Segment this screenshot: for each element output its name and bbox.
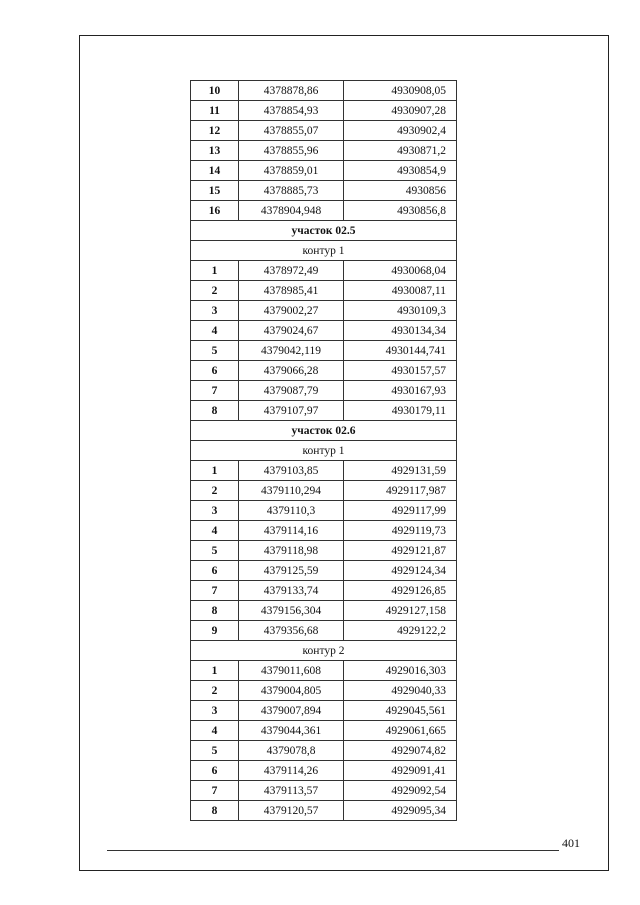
y-coordinate-cell: 4930087,11: [344, 281, 457, 301]
x-coordinate-cell: 4379004,805: [239, 681, 344, 701]
table-row: [191, 701, 457, 721]
table-row: [191, 761, 457, 781]
y-coordinate-cell: 4930068,04: [344, 261, 457, 281]
section-title: участок 02.6: [191, 421, 457, 441]
point-number-cell: 4: [191, 321, 239, 341]
x-coordinate-cell: 4379103,85: [239, 461, 344, 481]
table-row: [191, 341, 457, 361]
x-coordinate-cell: 4379007,894: [239, 701, 344, 721]
x-coordinate-cell: 4379002,27: [239, 301, 344, 321]
point-number-cell: 16: [191, 201, 239, 221]
point-number-cell: 3: [191, 501, 239, 521]
y-coordinate-cell: 4929121,87: [344, 541, 457, 561]
table-row: [191, 301, 457, 321]
point-number-cell: 7: [191, 581, 239, 601]
y-coordinate-cell: 4929092,54: [344, 781, 457, 801]
point-number-cell: 9: [191, 621, 239, 641]
x-coordinate-cell: 4379011,608: [239, 661, 344, 681]
table-row: [191, 721, 457, 741]
x-coordinate-cell: 4379066,28: [239, 361, 344, 381]
point-number-cell: 3: [191, 301, 239, 321]
point-number-cell: 7: [191, 381, 239, 401]
y-coordinate-cell: 4930856,8: [344, 201, 457, 221]
coordinates-table: [190, 80, 457, 821]
section-header-row: [191, 221, 457, 241]
table-row: [191, 581, 457, 601]
point-number-cell: 10: [191, 81, 239, 101]
table-row: [191, 101, 457, 121]
table-row: [191, 201, 457, 221]
x-coordinate-cell: 4379156,304: [239, 601, 344, 621]
y-coordinate-cell: 4929124,34: [344, 561, 457, 581]
table-row: [191, 481, 457, 501]
table-row: [191, 321, 457, 341]
table-row: [191, 661, 457, 681]
x-coordinate-cell: 4379133,74: [239, 581, 344, 601]
x-coordinate-cell: 4379042,119: [239, 341, 344, 361]
y-coordinate-cell: 4930902,4: [344, 121, 457, 141]
point-number-cell: 13: [191, 141, 239, 161]
page-number: 401: [562, 836, 580, 850]
y-coordinate-cell: 4929119,73: [344, 521, 457, 541]
point-number-cell: 4: [191, 521, 239, 541]
table-row: [191, 621, 457, 641]
point-number-cell: 8: [191, 401, 239, 421]
point-number-cell: 1: [191, 261, 239, 281]
table-row: [191, 181, 457, 201]
y-coordinate-cell: 4929045,561: [344, 701, 457, 721]
contour-header-row: [191, 441, 457, 461]
y-coordinate-cell: 4929040,33: [344, 681, 457, 701]
table-row: [191, 561, 457, 581]
x-coordinate-cell: 4378855,07: [239, 121, 344, 141]
table-row: [191, 681, 457, 701]
x-coordinate-cell: 4378985,41: [239, 281, 344, 301]
y-coordinate-cell: 4929127,158: [344, 601, 457, 621]
y-coordinate-cell: 4930179,11: [344, 401, 457, 421]
contour-title: контур 1: [191, 441, 457, 461]
point-number-cell: 1: [191, 461, 239, 481]
point-number-cell: 6: [191, 761, 239, 781]
table-row: [191, 781, 457, 801]
x-coordinate-cell: 4378885,73: [239, 181, 344, 201]
x-coordinate-cell: 4379110,294: [239, 481, 344, 501]
y-coordinate-cell: 4930134,34: [344, 321, 457, 341]
section-header-row: [191, 421, 457, 441]
point-number-cell: 6: [191, 561, 239, 581]
point-number-cell: 2: [191, 281, 239, 301]
point-number-cell: 7: [191, 781, 239, 801]
y-coordinate-cell: 4930157,57: [344, 361, 457, 381]
x-coordinate-cell: 4379356,68: [239, 621, 344, 641]
table-row: [191, 141, 457, 161]
table-row: [191, 281, 457, 301]
point-number-cell: 6: [191, 361, 239, 381]
y-coordinate-cell: 4930856: [344, 181, 457, 201]
x-coordinate-cell: 4378859,01: [239, 161, 344, 181]
y-coordinate-cell: 4929117,987: [344, 481, 457, 501]
table-row: [191, 521, 457, 541]
x-coordinate-cell: 4379113,57: [239, 781, 344, 801]
table-row: [191, 501, 457, 521]
point-number-cell: 11: [191, 101, 239, 121]
y-coordinate-cell: 4930871,2: [344, 141, 457, 161]
y-coordinate-cell: 4929074,82: [344, 741, 457, 761]
point-number-cell: 8: [191, 601, 239, 621]
x-coordinate-cell: 4378904,948: [239, 201, 344, 221]
y-coordinate-cell: 4929131,59: [344, 461, 457, 481]
contour-title: контур 1: [191, 241, 457, 261]
y-coordinate-cell: 4930907,28: [344, 101, 457, 121]
x-coordinate-cell: 4378855,96: [239, 141, 344, 161]
point-number-cell: 8: [191, 801, 239, 821]
x-coordinate-cell: 4379110,3: [239, 501, 344, 521]
x-coordinate-cell: 4379107,97: [239, 401, 344, 421]
y-coordinate-cell: 4930144,741: [344, 341, 457, 361]
y-coordinate-cell: 4929061,665: [344, 721, 457, 741]
x-coordinate-cell: 4379078,8: [239, 741, 344, 761]
table-row: [191, 461, 457, 481]
x-coordinate-cell: 4379118,98: [239, 541, 344, 561]
table-row: [191, 401, 457, 421]
y-coordinate-cell: 4929095,34: [344, 801, 457, 821]
point-number-cell: 15: [191, 181, 239, 201]
x-coordinate-cell: 4379044,361: [239, 721, 344, 741]
y-coordinate-cell: 4929126,85: [344, 581, 457, 601]
table-row: [191, 261, 457, 281]
x-coordinate-cell: 4379120,57: [239, 801, 344, 821]
table-row: [191, 161, 457, 181]
contour-header-row: [191, 241, 457, 261]
table-row: [191, 541, 457, 561]
table-row: [191, 361, 457, 381]
point-number-cell: 5: [191, 541, 239, 561]
section-title: участок 02.5: [191, 221, 457, 241]
y-coordinate-cell: 4929122,2: [344, 621, 457, 641]
point-number-cell: 2: [191, 481, 239, 501]
y-coordinate-cell: 4930109,3: [344, 301, 457, 321]
point-number-cell: 3: [191, 701, 239, 721]
table-row: [191, 801, 457, 821]
y-coordinate-cell: 4929016,303: [344, 661, 457, 681]
contour-title: контур 2: [191, 641, 457, 661]
point-number-cell: 1: [191, 661, 239, 681]
y-coordinate-cell: 4929091,41: [344, 761, 457, 781]
point-number-cell: 12: [191, 121, 239, 141]
x-coordinate-cell: 4379114,26: [239, 761, 344, 781]
y-coordinate-cell: 4930908,05: [344, 81, 457, 101]
table-row: [191, 81, 457, 101]
x-coordinate-cell: 4379087,79: [239, 381, 344, 401]
contour-header-row: [191, 641, 457, 661]
point-number-cell: 14: [191, 161, 239, 181]
x-coordinate-cell: 4378878,86: [239, 81, 344, 101]
coordinates-table-body: [191, 81, 457, 821]
x-coordinate-cell: 4379125,59: [239, 561, 344, 581]
table-row: [191, 741, 457, 761]
y-coordinate-cell: 4930167,93: [344, 381, 457, 401]
y-coordinate-cell: 4929117,99: [344, 501, 457, 521]
table-row: [191, 121, 457, 141]
x-coordinate-cell: 4379024,67: [239, 321, 344, 341]
point-number-cell: 5: [191, 741, 239, 761]
x-coordinate-cell: 4378854,93: [239, 101, 344, 121]
point-number-cell: 2: [191, 681, 239, 701]
x-coordinate-cell: 4378972,49: [239, 261, 344, 281]
y-coordinate-cell: 4930854,9: [344, 161, 457, 181]
table-row: [191, 381, 457, 401]
point-number-cell: 5: [191, 341, 239, 361]
footer-rule: [107, 850, 559, 851]
table-row: [191, 601, 457, 621]
point-number-cell: 4: [191, 721, 239, 741]
x-coordinate-cell: 4379114,16: [239, 521, 344, 541]
